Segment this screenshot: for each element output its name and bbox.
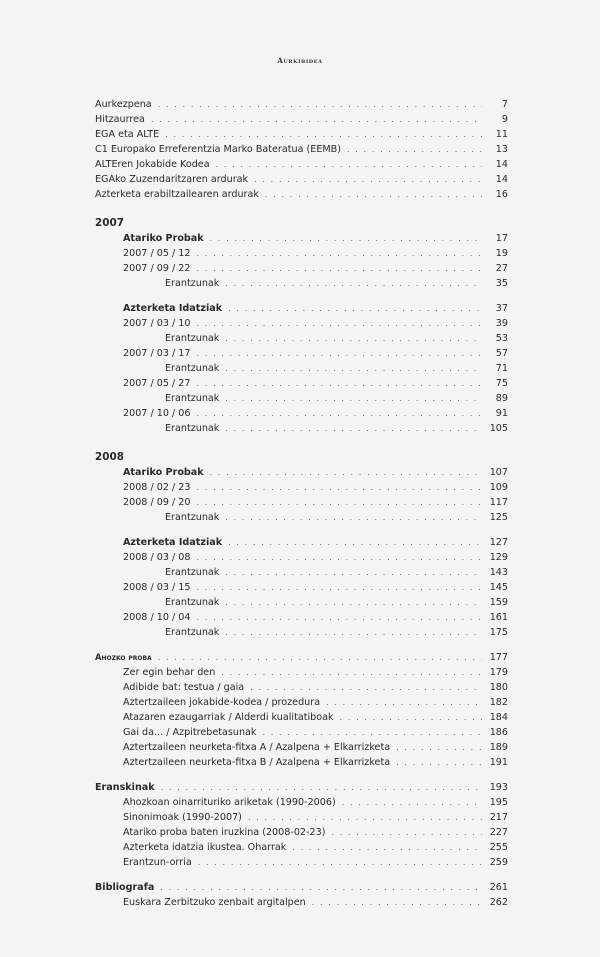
- toc-entry: Sinonimoak (1990-2007) . . . 217: [95, 810, 508, 825]
- toc-entry: 2007 / 10 / 06 . . . 91: [95, 406, 508, 421]
- toc-entry: Azterketa idatzia ikustea. Oharrak . . . 255: [95, 840, 508, 855]
- toc-entry: Erantzun-orria . . . 259: [95, 855, 508, 870]
- toc-entry: Ahozkoan oinarrituriko ariketak (1990-2006) . . . 195: [95, 795, 508, 810]
- toc-entry: 2008 / 10 / 04 . . . 161: [95, 610, 508, 625]
- toc-section-2008: [95, 450, 508, 640]
- toc-entry: Zer egin behar den . . . 179: [95, 665, 508, 680]
- section-year: 2008: [95, 451, 124, 463]
- toc-section-eranskinak: [95, 780, 508, 870]
- toc-entry: Atariko proba baten iruzkina (2008-02-23) . . . 227: [95, 825, 508, 840]
- toc-section-bibliografia: [95, 880, 508, 910]
- toc-entry: Atazaren ezaugarriak / Alderdi kualitatiboak . . . 184: [95, 710, 508, 725]
- toc-section-ahozko: [95, 650, 508, 770]
- toc-entry: Gai da... / Azpitrebetasunak . . . 186: [95, 725, 508, 740]
- toc-entry: 2008 / 09 / 20 . . . 117: [95, 495, 508, 510]
- toc-entry: 2008 / 02 / 23 . . . 109: [95, 480, 508, 495]
- toc-entry: 2007 / 05 / 12 . . . 19: [95, 246, 508, 261]
- toc-entry: Erantzunak . . . 125: [95, 510, 508, 525]
- toc-subheading: Azterketa Idatziak . . . 37: [95, 301, 508, 316]
- toc-entry: Erantzunak . . . 159: [95, 595, 508, 610]
- table-of-contents: [95, 97, 508, 910]
- toc-entry: Aurkezpena . . . 7: [95, 97, 508, 112]
- toc-entry: Erantzunak . . . 105: [95, 421, 508, 436]
- toc-entry: 2008 / 03 / 08 . . . 129: [95, 550, 508, 565]
- toc-entry: Erantzunak . . . 71: [95, 361, 508, 376]
- toc-entry: 2007 / 05 / 27 . . . 75: [95, 376, 508, 391]
- toc-section-2007: [95, 216, 508, 436]
- toc-entry: 2008 / 03 / 15 . . . 145: [95, 580, 508, 595]
- toc-subheading: Atariko Probak . . . 17: [95, 231, 508, 246]
- section-year: 2007: [95, 217, 124, 229]
- toc-entry: EGA eta ALTE . . . 11: [95, 127, 508, 142]
- toc-entry: Azterketa erabiltzailearen ardurak . . . 16: [95, 187, 508, 202]
- toc-entry: Hitzaurrea . . . 9: [95, 112, 508, 127]
- toc-section-heading: Eranskinak . . . 193: [95, 780, 508, 795]
- toc-entry: Adibide bat: testua / gaia . . . 180: [95, 680, 508, 695]
- toc-entry: Erantzunak . . . 143: [95, 565, 508, 580]
- toc-subheading: Atariko Probak . . . 107: [95, 465, 508, 480]
- toc-section-heading: Bibliografa . . . 261: [95, 880, 508, 895]
- toc-entry: Erantzunak . . . 35: [95, 276, 508, 291]
- toc-section-heading: Ahozko proba . . . 177: [95, 650, 508, 665]
- toc-entry: 2007 / 03 / 10 . . . 39: [95, 316, 508, 331]
- toc-entry: Euskara Zerbitzuko zenbait argitalpen . . . 262: [95, 895, 508, 910]
- toc-entry: ALTEren Jokabide Kodea . . . 14: [95, 157, 508, 172]
- toc-entry: Erantzunak . . . 175: [95, 625, 508, 640]
- toc-entry: Erantzunak . . . 53: [95, 331, 508, 346]
- toc-front-section: [95, 97, 508, 202]
- toc-entry: 2007 / 03 / 17 . . . 57: [95, 346, 508, 361]
- toc-entry: Aztertzaileen jokabide-kodea / prozedura . . . 182: [95, 695, 508, 710]
- toc-entry: Erantzunak . . . 89: [95, 391, 508, 406]
- toc-entry: Aztertzaileen neurketa-fitxa B / Azalpena + Elkarrizketa . . . 191: [95, 755, 508, 770]
- toc-entry: C1 Europako Erreferentzia Marko Bateratua (EEMB) . . . 13: [95, 142, 508, 157]
- toc-entry: Aztertzaileen neurketa-fitxa A / Azalpena + Elkarrizketa . . . 189: [95, 740, 508, 755]
- page-title: Aurkibidea: [277, 56, 323, 65]
- toc-entry: EGAko Zuzendaritzaren ardurak . . . 14: [95, 172, 508, 187]
- toc-subheading: Azterketa Idatziak . . . 127: [95, 535, 508, 550]
- toc-entry: 2007 / 09 / 22 . . . 27: [95, 261, 508, 276]
